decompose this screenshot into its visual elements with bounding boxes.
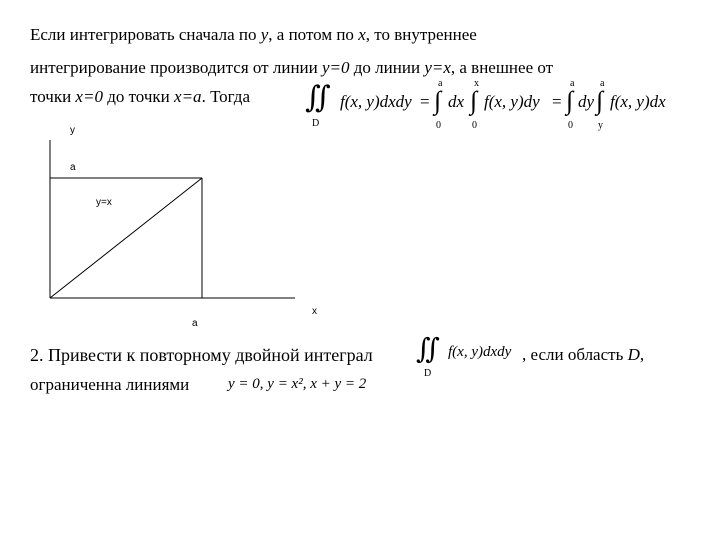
line-label: y=x (96, 197, 112, 208)
text-fragment: , то внутреннее (365, 25, 477, 44)
inline-formula: x=a (174, 87, 202, 106)
region-label: D (312, 118, 320, 129)
integral-sign: ∫ (470, 86, 478, 115)
a-label-x: a (192, 318, 198, 329)
bounding-lines-formula: y = 0, y = x², x + y = 2 (228, 376, 367, 392)
upper-limit: x (474, 78, 479, 89)
lower-limit: 0 (472, 120, 477, 131)
region-label: D (424, 368, 432, 379)
inline-formula: x=0 (75, 87, 103, 106)
inline-formula: y=0 (322, 58, 350, 77)
integrand: f(x, y)dy (484, 92, 540, 111)
x-axis-label: x (312, 306, 317, 317)
integrand: f(x, y)dxdy (340, 92, 412, 111)
var-x: x (358, 25, 366, 44)
upper-limit: a (570, 78, 575, 89)
task-line-1-end (522, 344, 644, 366)
text-fragment: интегрирование производится от линии (30, 58, 322, 77)
integrand: f(x, y)dxdy (448, 344, 512, 360)
task-line-2 (30, 374, 189, 396)
lower-limit: y (598, 120, 603, 131)
a-label-y: a (70, 162, 76, 173)
text-fragment: Если интегрировать сначала по (30, 25, 261, 44)
upper-limit: a (600, 78, 605, 89)
equals-sign: = (420, 92, 430, 111)
text-fragment: , (639, 345, 645, 364)
text-fragment: до точки (102, 87, 175, 106)
task-text: 2. Привести к повторному двойной интеграл (30, 345, 373, 365)
lower-limit: 0 (436, 120, 441, 131)
task-text: ограниченна линиями (30, 375, 190, 394)
equals-sign: = (552, 92, 562, 111)
differential: dy (578, 92, 595, 111)
double-integral-sign: ∬ (416, 334, 440, 365)
lower-limit: 0 (568, 120, 573, 131)
text-fragment: до линии (349, 58, 425, 77)
task-line-1 (30, 344, 373, 366)
integral-sign: ∫ (434, 86, 442, 115)
text-fragment: , а потом по (268, 25, 359, 44)
inline-formula: y=x (424, 58, 451, 77)
integrand: f(x, y)dx (610, 92, 666, 111)
double-integral-sign: ∬ (305, 81, 331, 114)
text-fragment: точки (30, 87, 76, 106)
upper-limit: a (438, 78, 443, 89)
y-axis-label: y (70, 125, 75, 136)
integral-sign: ∫ (566, 86, 574, 115)
integral-sign: ∫ (596, 86, 604, 115)
text-fragment: . Тогда (201, 87, 250, 106)
text-fragment: , а внешнее от (450, 58, 554, 77)
line-y-equals-x (50, 178, 202, 298)
differential: dx (448, 92, 465, 111)
text-fragment: , если область (522, 345, 628, 364)
var-D: D (627, 345, 640, 364)
var-y: y (260, 25, 269, 44)
